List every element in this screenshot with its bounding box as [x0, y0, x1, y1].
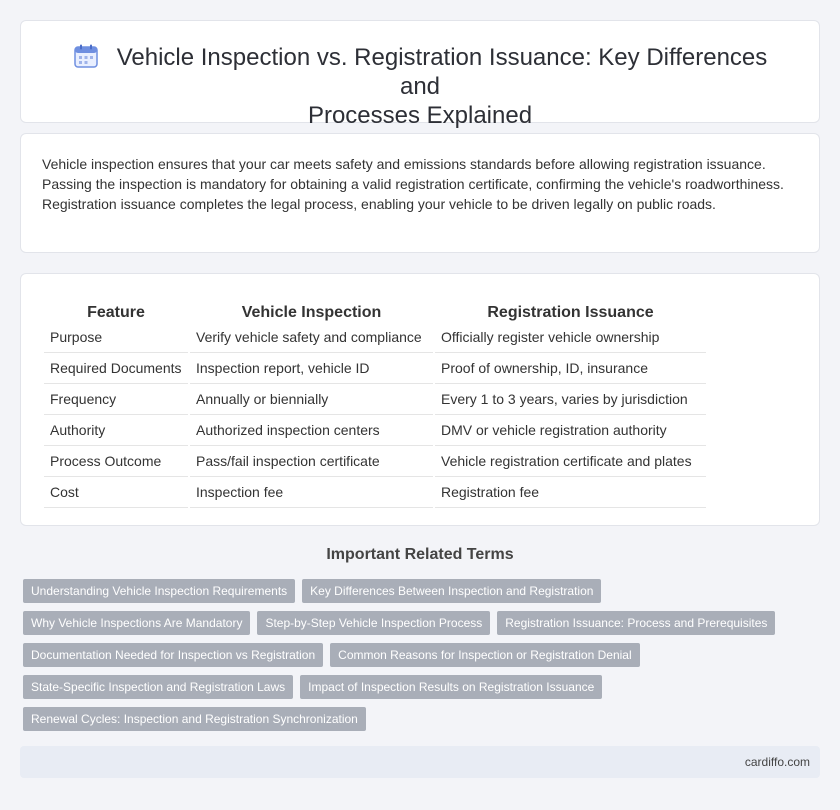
table-cell: Purpose: [44, 322, 188, 353]
related-term-tag[interactable]: Step-by-Step Vehicle Inspection Process: [257, 611, 490, 635]
table-row: [44, 322, 706, 353]
table-cell: Process Outcome: [44, 446, 188, 477]
table-cell: Authority: [44, 415, 188, 446]
related-terms-title: Important Related Terms: [326, 546, 514, 563]
related-term-tag[interactable]: State-Specific Inspection and Registration Laws: [23, 675, 293, 699]
table-row: [44, 477, 706, 508]
table-cell: DMV or vehicle registration authority: [435, 415, 706, 446]
intro-text: Vehicle inspection ensures that your car meets safety and emissions standards before allowing registration issuance. Passing the inspection is mandatory for obtaining a valid registration certificate, confirming the vehicle's roadworthiness. Registration issuance completes the legal process, enabling your vehicle to be driven legally on public roads.: [42, 156, 784, 212]
table-cell: Vehicle registration certificate and plates: [435, 446, 706, 477]
page-title-line2: Processes Explained: [307, 102, 533, 129]
page-title: [51, 43, 789, 130]
related-term-tag[interactable]: Documentation Needed for Inspection vs Registration: [23, 643, 323, 667]
table-cell: Every 1 to 3 years, varies by jurisdiction: [435, 384, 706, 415]
table-header-vehicle-inspection: Vehicle Inspection: [241, 304, 382, 321]
table-cell: Inspection fee: [190, 477, 433, 508]
related-term-tag[interactable]: Registration Issuance: Process and Prerequisites: [497, 611, 775, 635]
table-cell: Registration fee: [435, 477, 706, 508]
table-cell: Proof of ownership, ID, insurance: [435, 353, 706, 384]
comparison-table-card: [20, 273, 820, 526]
comparison-table: [42, 296, 708, 508]
related-term-tag[interactable]: Key Differences Between Inspection and Registration: [302, 579, 601, 603]
related-term-tag[interactable]: Why Vehicle Inspections Are Mandatory: [23, 611, 250, 635]
table-cell: Inspection report, vehicle ID: [190, 353, 433, 384]
table-cell: Cost: [44, 477, 188, 508]
table-row: [44, 353, 706, 384]
header-card: [20, 20, 820, 129]
table-header-row: [44, 296, 706, 322]
related-term-tag[interactable]: Understanding Vehicle Inspection Requirements: [23, 579, 295, 603]
table-row: [44, 384, 706, 415]
table-cell: Pass/fail inspection certificate: [190, 446, 433, 477]
related-terms-list: [23, 579, 803, 731]
footer: [20, 746, 820, 778]
related-term-tag[interactable]: Impact of Inspection Results on Registration Issuance: [300, 675, 602, 699]
table-row: [44, 415, 706, 446]
table-header-feature: Feature: [87, 304, 145, 321]
calendar-icon: [73, 43, 99, 69]
table-cell: Officially register vehicle ownership: [435, 322, 706, 353]
footer-site-link[interactable]: cardiffo.com: [744, 755, 810, 769]
table-row: [44, 446, 706, 477]
table-cell: Authorized inspection centers: [190, 415, 433, 446]
title-wrap: [51, 43, 789, 130]
related-term-tag[interactable]: Common Reasons for Inspection or Registration Denial: [330, 643, 639, 667]
table-cell: Required Documents: [44, 353, 188, 384]
table-cell: Annually or biennially: [190, 384, 433, 415]
intro-card: [20, 133, 820, 253]
page-title-line1: Vehicle Inspection vs. Registration Issuance: Key Differences and: [116, 44, 768, 100]
table-cell: Frequency: [44, 384, 188, 415]
table-header-registration-issuance: Registration Issuance: [487, 304, 654, 321]
table-cell: Verify vehicle safety and compliance: [190, 322, 433, 353]
related-term-tag[interactable]: Renewal Cycles: Inspection and Registration Synchronization: [23, 707, 366, 731]
